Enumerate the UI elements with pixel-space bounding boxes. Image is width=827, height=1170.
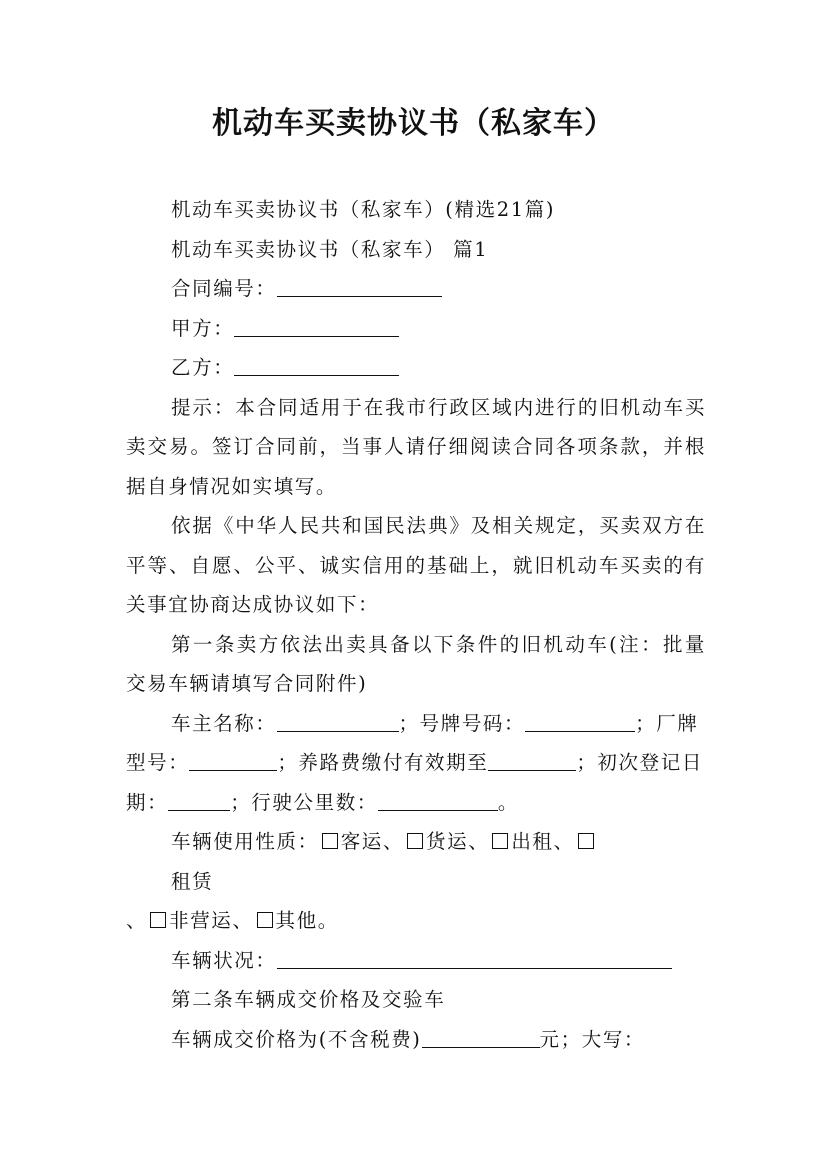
first-reg-label: ；初次登记日 — [576, 751, 703, 774]
road-fee-blank — [488, 769, 576, 771]
usage-taxi-label: 出租、 — [511, 830, 575, 853]
usage-label: 车辆使用性质： — [171, 830, 319, 853]
period-end: 。 — [497, 790, 520, 814]
period-label: 期： — [126, 790, 169, 814]
party-a-label: 甲方： — [171, 316, 235, 340]
article-heading: 机动车买卖协议书（私家车） 篇1 — [171, 237, 489, 261]
contract-no-label: 合同编号： — [171, 277, 277, 300]
usage-freight-label: 货运、 — [426, 830, 490, 853]
price-unit: 元；大写： — [539, 1027, 646, 1051]
checkbox-other[interactable] — [257, 912, 273, 928]
owner-name-blank — [277, 730, 399, 732]
price-label: 车辆成交价格为(不含税费) — [171, 1027, 422, 1051]
road-fee-label: ；养路费缴付有效期至 — [277, 751, 489, 774]
notice-paragraph: 提示：本合同适用于在我市行政区域内进行的旧机动车买卖交易。签订合同前，当事人请仔细阅读合同各项条款，并根据自身情况如实填写。 — [126, 395, 706, 498]
plate-blank — [525, 730, 635, 732]
usage-line — [126, 822, 706, 862]
checkbox-passenger[interactable] — [322, 833, 338, 849]
condition-label: 车辆状况： — [171, 948, 277, 972]
condition-line — [126, 941, 706, 981]
party-a-line — [126, 309, 706, 349]
mileage-blank — [378, 809, 498, 811]
basis-paragraph: 依据《中华人民共和国民法典》及相关规定，买卖双方在平等、自愿、公平、诚实信用的基础上，就旧机动车买卖的有关事宜协商达成协议如下： — [126, 514, 706, 616]
contract-no-blank — [277, 295, 442, 297]
plate-label: ；号牌号码： — [398, 711, 526, 735]
usage-line-2 — [126, 901, 706, 941]
clause-2: 第二条车辆成交价格及交验车 — [171, 988, 446, 1011]
clause-1: 第一条卖方依法出卖具备以下条件的旧机动车(注：批量交易车辆请填写合同附件) — [126, 632, 706, 695]
first-reg-blank — [168, 809, 230, 811]
document-body — [126, 190, 706, 1059]
vehicle-info-line-3 — [126, 783, 706, 823]
party-b-label: 乙方： — [171, 356, 235, 379]
brand-label: ；厂牌 — [635, 711, 699, 735]
party-b-blank — [234, 374, 399, 376]
party-b-line — [126, 348, 706, 388]
usage-lease-line: 租赁 — [171, 869, 214, 893]
usage-nonop-label: 非营运、 — [169, 909, 254, 932]
usage-passenger-label: 客运、 — [340, 830, 405, 853]
usage-separator: 、 — [126, 909, 148, 932]
subtitle: 机动车买卖协议书（私家车）(精选21篇) — [171, 198, 556, 221]
model-label: 型号： — [126, 751, 190, 774]
checkbox-freight[interactable] — [407, 833, 423, 849]
vehicle-info-line-1 — [126, 704, 706, 744]
vehicle-info-line-2 — [126, 743, 706, 783]
model-blank — [189, 769, 277, 771]
checkbox-lease[interactable] — [578, 833, 594, 849]
owner-name-label: 车主名称： — [171, 711, 277, 735]
document-title: 机动车买卖协议书（私家车） — [212, 106, 615, 141]
price-line — [126, 1020, 706, 1060]
condition-blank — [277, 967, 672, 969]
party-a-blank — [234, 335, 399, 337]
checkbox-non-operating[interactable] — [150, 912, 166, 928]
mileage-label: ；行驶公里数： — [230, 790, 378, 814]
price-blank — [422, 1046, 540, 1048]
usage-other-label: 其他。 — [275, 909, 339, 932]
contract-no-line — [126, 269, 706, 309]
checkbox-taxi[interactable] — [492, 833, 508, 849]
